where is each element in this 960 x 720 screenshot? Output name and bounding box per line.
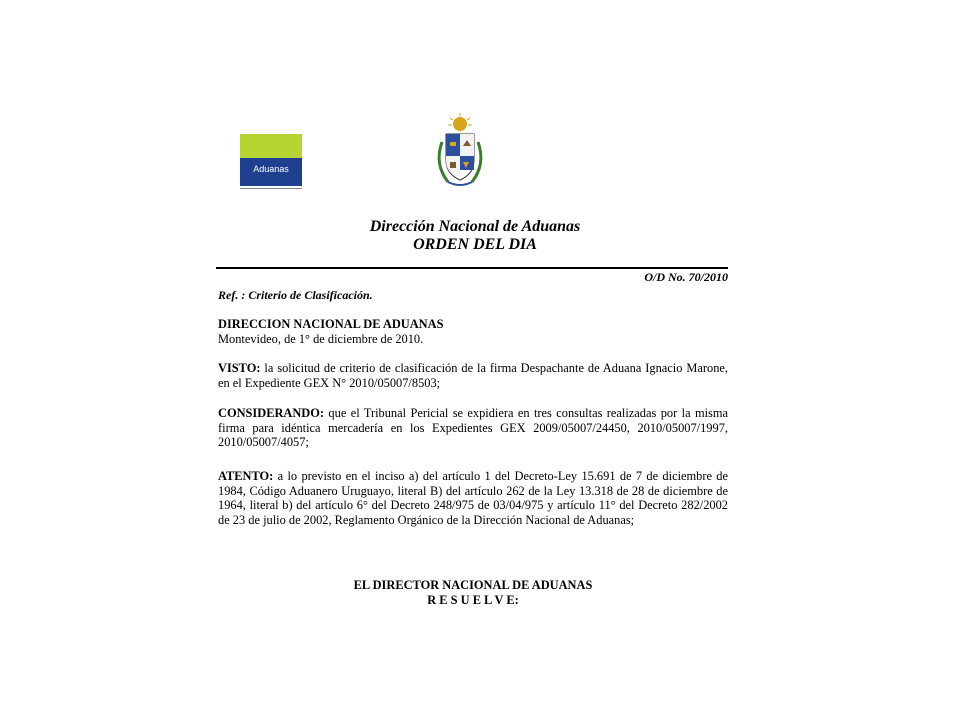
heading-block <box>218 317 728 346</box>
visto-paragraph <box>218 361 728 390</box>
resuelve-line: R E S U E L V E: <box>427 592 519 607</box>
considerando-label: CONSIDERANDO: <box>218 406 325 420</box>
logo-tagline-lines <box>240 187 302 190</box>
atento-label: ATENTO: <box>218 469 274 483</box>
page-title: Dirección Nacional de Aduanas <box>369 218 581 235</box>
logo-green-band <box>240 134 302 158</box>
considerando-text: que el Tribunal Pericial se expidiera en tres consultas realizadas por la misma firma para idéntica mercadería en los Expedientes GEX 2009/05007/24450, 2010/05007/1997, 2010/05007/4057; <box>218 406 728 450</box>
atento-paragraph <box>218 469 728 527</box>
order-number: O/D No. 70/2010 <box>644 270 728 284</box>
page-subtitle: ORDEN DEL DIA <box>413 236 537 253</box>
header-divider <box>216 267 728 269</box>
reference-line: Ref. : Criterio de Clasificación. <box>218 288 373 302</box>
logo-text: Aduanas <box>253 164 289 174</box>
considerando-paragraph <box>218 406 728 450</box>
body-heading: DIRECCION NACIONAL DE ADUANAS <box>218 317 444 331</box>
resolution-heading <box>218 578 728 607</box>
place-date: Montevideo, de 1° de diciembre de 2010. <box>218 331 424 346</box>
visto-text: la solicitud de criterio de clasificación de la firma Despachante de Aduana Ignacio Marone, en el Expediente GEX N° 2010/05007/8503; <box>218 361 728 390</box>
atento-text: a lo previsto en el inciso a) del artículo 1 del Decreto-Ley 15.691 de 7 de diciembre de 1984, Código Aduanero Uruguayo, literal B) del artículo 262 de la Ley 13.318 de 28 de diciembre de 1964, literal b) del artículo 6° del Decreto 248/975 de 03/04/975 y artículo 11° del Decreto 282/2002 de 23 de julio de 2002, Reglamento Orgánico de la Dirección Nacional de Aduanas; <box>218 469 728 527</box>
aduanas-logo <box>240 134 302 190</box>
director-line: EL DIRECTOR NACIONAL DE ADUANAS <box>353 578 593 592</box>
uruguay-coat-of-arms-icon <box>428 112 492 192</box>
visto-label: VISTO: <box>218 361 261 375</box>
